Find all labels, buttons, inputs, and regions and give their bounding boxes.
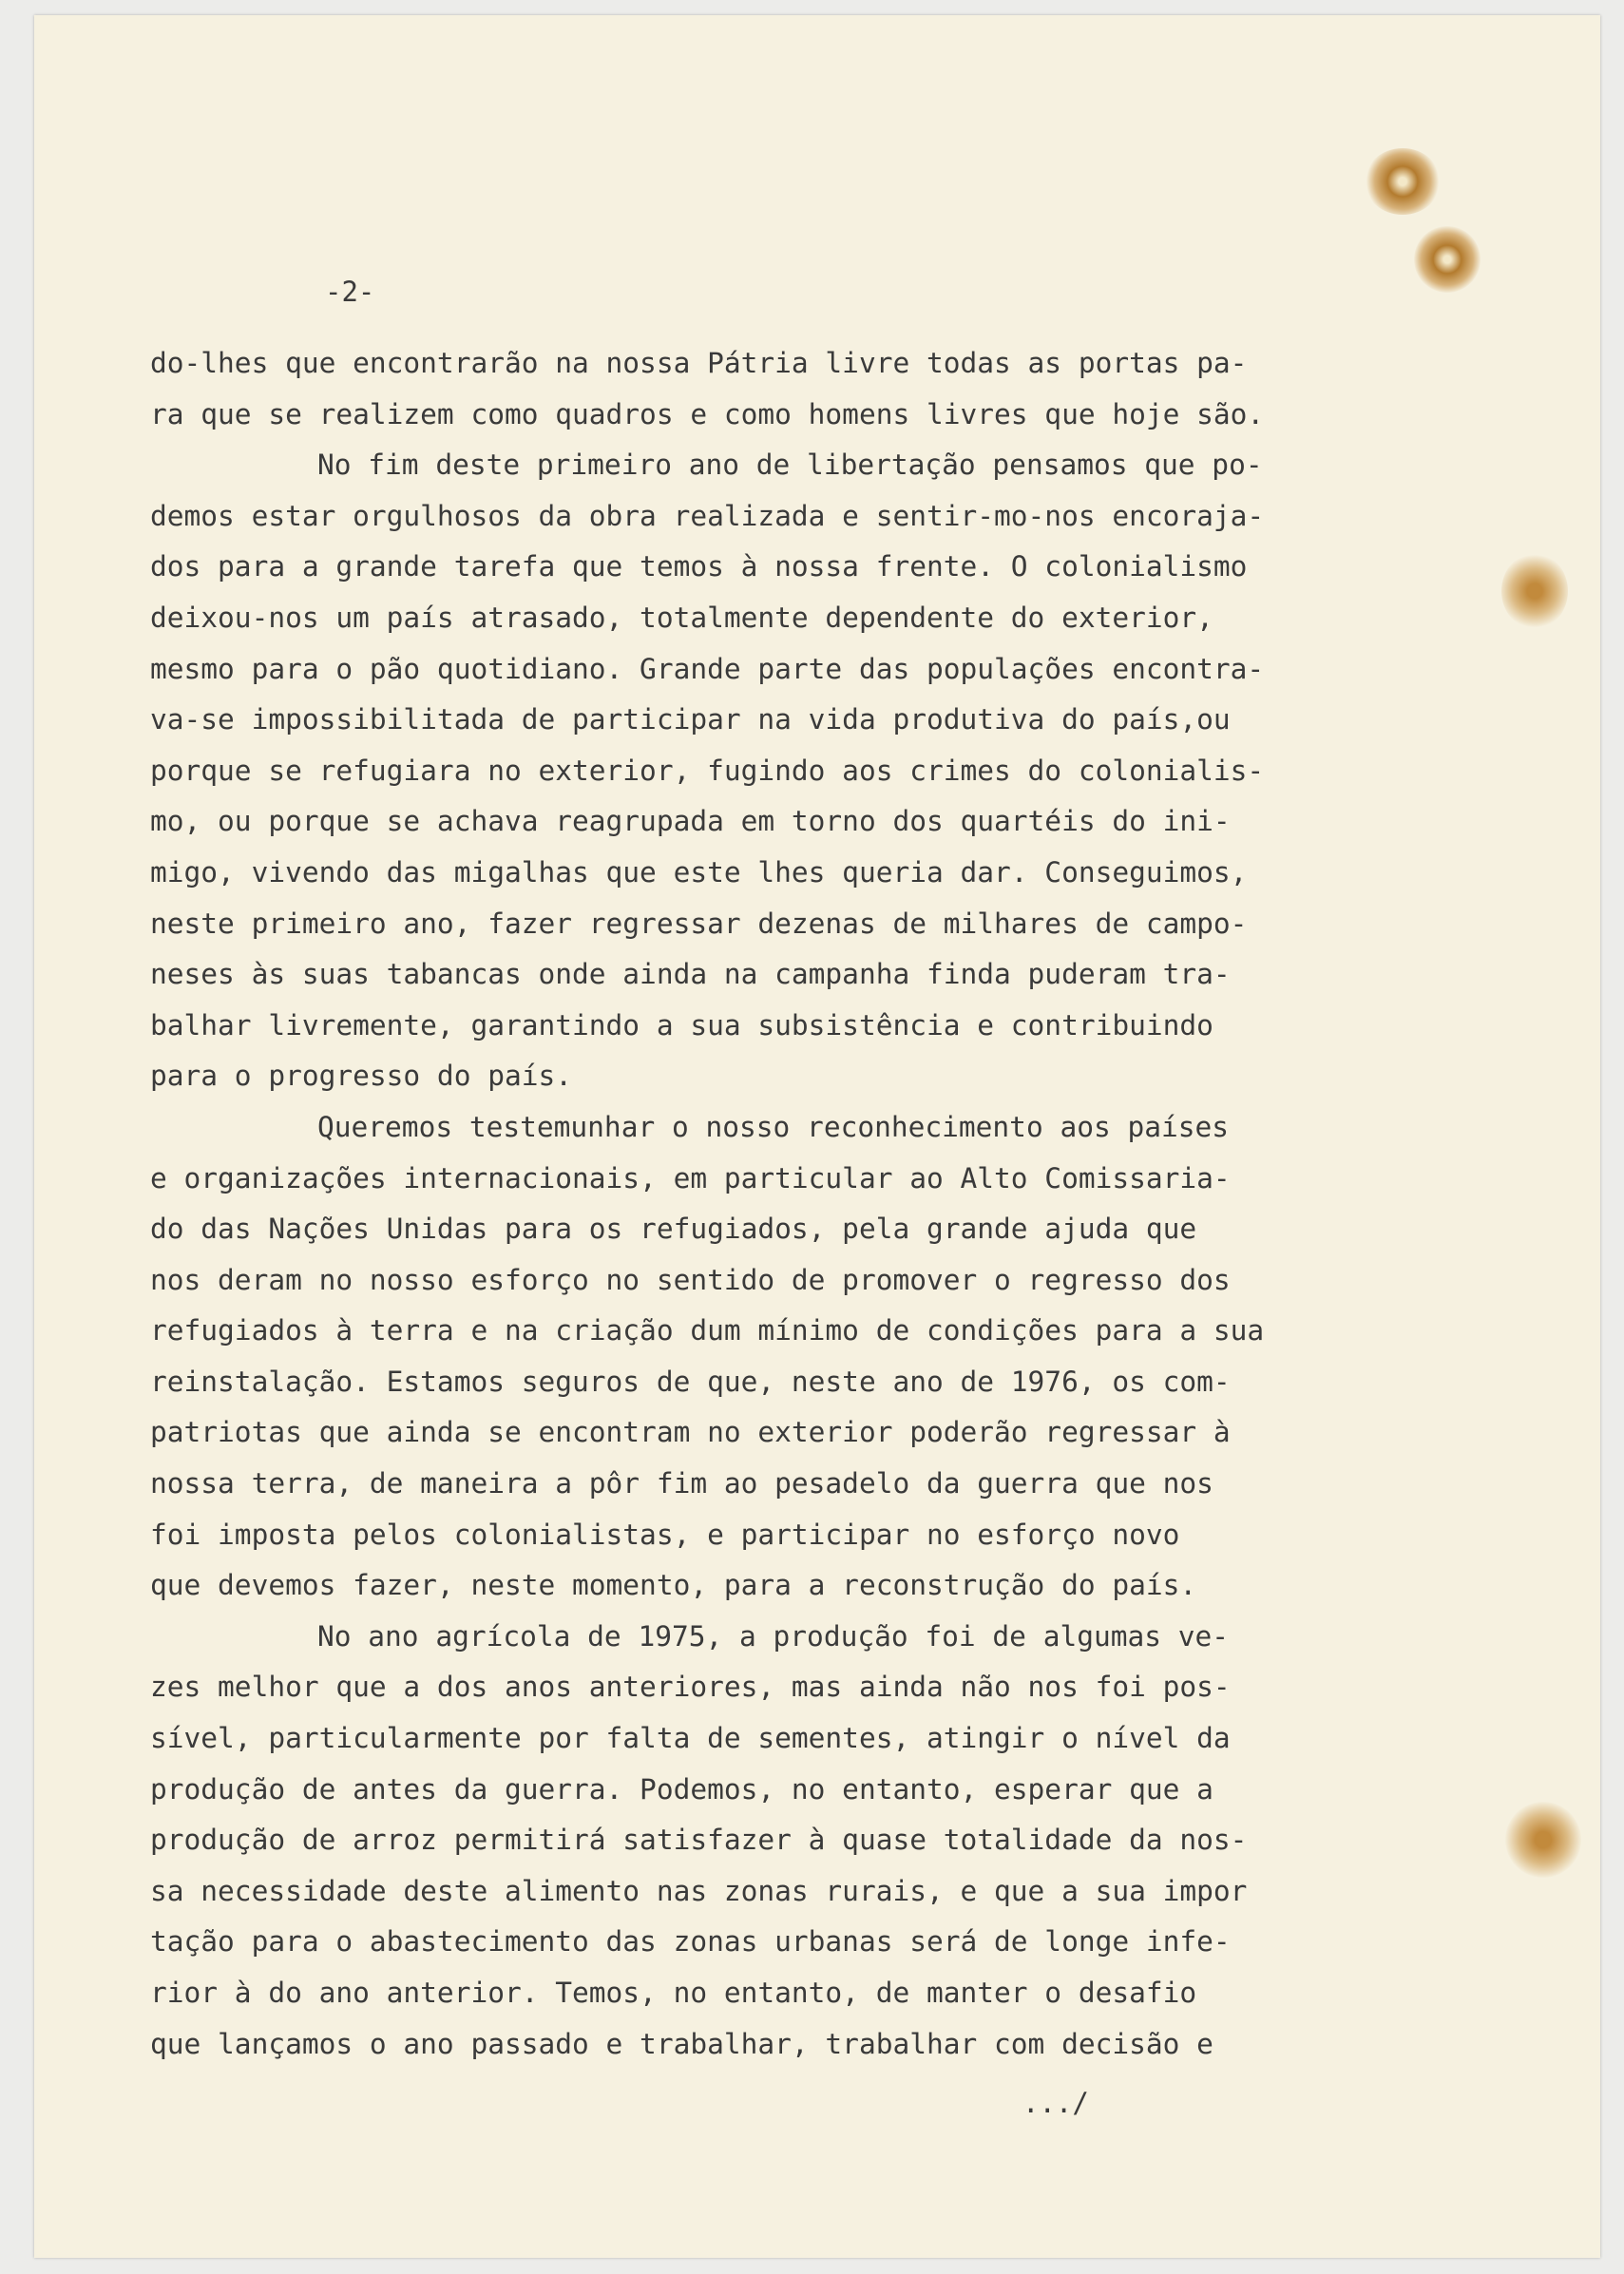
text-line: sa necessidade deste alimento nas zonas rurais, e que a sua impor (150, 1874, 1248, 1907)
text-line: que devemos fazer, neste momento, para a reconstrução do país. (150, 1569, 1197, 1602)
text-line: va-se impossibilitada de participar na vida produtiva do país,ou (150, 703, 1231, 736)
text-line: neste primeiro ano, fazer regressar dezenas de milhares de campo- (150, 907, 1248, 940)
text-line: nossa terra, de maneira a pôr fim ao pesadelo da guerra que nos (150, 1467, 1213, 1500)
text-line: produção de antes da guerra. Podemos, no entanto, esperar que a (150, 1772, 1213, 1806)
text-line: balhar livremente, garantindo a sua subsistência e contribuindo (150, 1008, 1213, 1041)
text-line: porque se refugiara no exterior, fugindo aos crimes do colonialis- (150, 754, 1265, 787)
text-line: No fim deste primeiro ano de libertação pensamos que po- (317, 449, 1263, 482)
continuation-mark: .../ (1022, 2087, 1089, 2119)
text-line: nos deram no nosso esforço no sentido de promover o regresso dos (150, 1263, 1231, 1296)
text-line: para o progresso do país. (150, 1060, 573, 1093)
text-line: do-lhes que encontrarão na nossa Pátria livre todas as portas pa- (150, 347, 1248, 379)
text-line: que lançamos o ano passado e trabalhar, trabalhar com decisão e (150, 2027, 1213, 2060)
rust-stain (1365, 148, 1441, 215)
text-line: reinstalação. Estamos seguros de que, neste ano de 1976, os com- (150, 1365, 1231, 1398)
text-line: demos estar orgulhosos da obra realizada e sentir-mo-nos encoraja- (150, 499, 1265, 532)
text-line: migo, vivendo das migalhas que este lhes queria dar. Conseguimos, (150, 855, 1248, 889)
text-line: mesmo para o pão quotidiano. Grande parte das populações encontra- (150, 652, 1265, 685)
text-line: refugiados à terra e na criação dum mínimo de condições para a sua (150, 1314, 1265, 1347)
text-line: dos para a grande tarefa que temos à nossa frente. O colonialismo (150, 550, 1248, 583)
text-line: deixou-nos um país atrasado, totalmente dependente do exterior, (150, 601, 1213, 634)
text-line: Queremos testemunhar o nosso reconhecimento aos países (317, 1110, 1230, 1143)
text-line: e organizações internacionais, em particular ao Alto Comissaria- (150, 1161, 1231, 1194)
text-line: patriotas que ainda se encontram no exterior poderão regressar à (150, 1416, 1231, 1449)
body-text (150, 338, 1376, 2070)
text-line: tação para o abastecimento das zonas urbanas será de longe infe- (150, 1925, 1231, 1959)
text-line: produção de arroz permitirá satisfazer à quase totalidade da nos- (150, 1824, 1248, 1857)
text-line: neses às suas tabancas onde ainda na campanha finda puderam tra- (150, 958, 1231, 991)
text-line: ra que se realizem como quadros e como homens livres que hoje são. (150, 397, 1265, 430)
page-number: -2- (325, 276, 375, 308)
rust-stain (1414, 226, 1481, 293)
text-line: rior à do ano anterior. Temos, no entanto, de manter o desafio (150, 1977, 1197, 2009)
text-line: No ano agrícola de 1975, a produção foi de algumas ve- (317, 1619, 1230, 1653)
text-line: zes melhor que a dos anos anteriores, mas ainda não nos foi pos- (150, 1671, 1231, 1704)
rust-stain (1505, 1802, 1581, 1878)
text-line: mo, ou porque se achava reagrupada em torno dos quartéis do ini- (150, 805, 1231, 838)
text-line: foi imposta pelos colonialistas, e participar no esforço novo (150, 1518, 1180, 1551)
text-line: do das Nações Unidas para os refugiados, pela grande ajuda que (150, 1213, 1197, 1246)
text-line: sível, particularmente por falta de sementes, atingir o nível da (150, 1722, 1231, 1755)
rust-stain (1501, 553, 1568, 629)
